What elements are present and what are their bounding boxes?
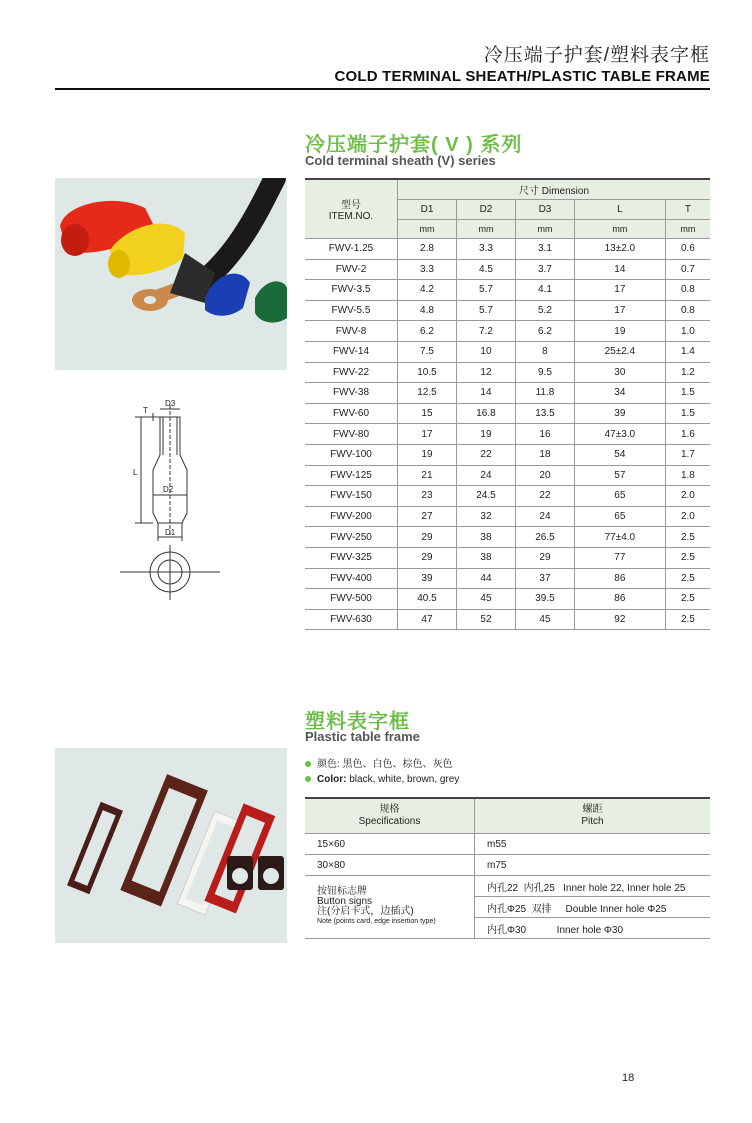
button-signs-note-cn: 注(分启卡式，边插式) [317,906,414,917]
spec-cell: 30×80 [305,855,475,876]
sheath-dimension-drawing [115,395,225,605]
value-cell: 4.1 [515,280,574,301]
section1-title-en: Cold terminal sheath (V) series [305,153,496,168]
value-cell: 47±3.0 [574,424,665,445]
value-cell: 39 [574,403,665,424]
value-cell: 1.7 [665,444,710,465]
value-cell: 2.5 [665,527,710,548]
value-cell: 86 [574,568,665,589]
value-cell: 77 [574,547,665,568]
value-cell: 12.5 [398,383,457,404]
page-number: 18 [622,1072,635,1084]
value-cell: 2.5 [665,568,710,589]
table-row [305,547,710,568]
dim-label-d1: D1 [165,528,176,537]
item-no-cell: FWV-8 [305,321,398,342]
dimension-header: 尺寸 Dimension [398,179,711,200]
dim-label-l: L [133,468,138,477]
item-no-cell: FWV-150 [305,486,398,507]
item-no-cell: FWV-5.5 [305,300,398,321]
bullet-icon [305,761,311,767]
header-rule [55,88,710,90]
item-no-cell: FWV-22 [305,362,398,383]
table-row [305,465,710,486]
button-signs-cn: 按钮标志牌 [317,886,367,897]
section2-title-cn: 塑料表字框 [305,711,410,733]
unit-header: mm [574,220,665,239]
value-cell: 27 [398,506,457,527]
table-row [305,855,710,876]
table-row [305,403,710,424]
value-cell: 4.8 [398,300,457,321]
value-cell: 2.5 [665,547,710,568]
dim-label-t: T [143,406,148,415]
sheath-spec-table-wrap [305,178,710,630]
value-cell: 29 [398,527,457,548]
unit-header: mm [456,220,515,239]
unit-header: mm [515,220,574,239]
sheath-drawing [115,395,225,605]
item-no-cell: FWV-3.5 [305,280,398,301]
value-cell: 22 [456,444,515,465]
value-cell: 18 [515,444,574,465]
item-no-cell: FWV-60 [305,403,398,424]
value-cell: 10 [456,341,515,362]
value-cell: 17 [574,280,665,301]
unit-header: mm [398,220,457,239]
item-no-cell: FWV-500 [305,589,398,610]
value-cell: 7.2 [456,321,515,342]
column-header: T [665,200,710,220]
section1-title-cn: 冷压端子护套( V ) 系列 [305,134,523,156]
table-row [305,444,710,465]
item-no-cell: FWV-2 [305,259,398,280]
value-cell: 40.5 [398,589,457,610]
value-cell: 30 [574,362,665,383]
value-cell: 29 [398,547,457,568]
item-no-cell: FWV-125 [305,465,398,486]
value-cell: 29 [515,547,574,568]
pitch-cell: 内孔22 内孔25 Inner hole 22, Inner hole 25 [475,876,711,897]
value-cell: 34 [574,383,665,404]
value-cell: 65 [574,486,665,507]
table-row [305,506,710,527]
value-cell: 2.0 [665,486,710,507]
item-no-cell: FWV-325 [305,547,398,568]
section2-title-en: Plastic table frame [305,729,420,744]
item-no-header [305,179,398,239]
value-cell: 21 [398,465,457,486]
value-cell: 4.5 [456,259,515,280]
dim-label-d2: D2 [163,485,174,494]
table-row [305,383,710,404]
value-cell: 5.2 [515,300,574,321]
table-row [305,280,710,301]
color-line-cn [305,757,459,772]
value-cell: 3.3 [456,239,515,260]
table-row [305,834,710,855]
value-cell: 39 [398,568,457,589]
value-cell: 8 [515,341,574,362]
table-row [305,486,710,507]
frame-spec-table [305,797,710,939]
value-cell: 2.5 [665,609,710,630]
value-cell: 19 [456,424,515,445]
value-cell: 11.8 [515,383,574,404]
value-cell: 17 [398,424,457,445]
value-cell: 65 [574,506,665,527]
value-cell: 0.8 [665,300,710,321]
value-cell: 26.5 [515,527,574,548]
dim-label-d3: D3 [165,399,176,408]
item-no-cell: FWV-100 [305,444,398,465]
unit-header: mm [665,220,710,239]
spec-cell: 15×60 [305,834,475,855]
value-cell: 1.5 [665,403,710,424]
value-cell: 5.7 [456,300,515,321]
frame-photo [55,748,287,943]
value-cell: 1.2 [665,362,710,383]
value-cell: 2.5 [665,589,710,610]
value-cell: 9.5 [515,362,574,383]
value-cell: 19 [398,444,457,465]
pitch-cell: 内孔Φ30 Inner hole Φ30 [475,918,711,939]
value-cell: 0.7 [665,259,710,280]
value-cell: 39.5 [515,589,574,610]
column-header: D3 [515,200,574,220]
item-no-cell: FWV-80 [305,424,398,445]
item-no-cell: FWV-400 [305,568,398,589]
table-row [305,609,710,630]
value-cell: 1.8 [665,465,710,486]
table-row [305,259,710,280]
value-cell: 4.2 [398,280,457,301]
pitch-cell: m75 [475,855,711,876]
bullet-icon [305,776,311,782]
value-cell: 14 [456,383,515,404]
value-cell: 3.7 [515,259,574,280]
value-cell: 16 [515,424,574,445]
item-no-header-en: ITEM.NO. [328,211,374,222]
pitch-header-en: Pitch [581,816,604,827]
value-cell: 16.8 [456,403,515,424]
value-cell: 3.3 [398,259,457,280]
value-cell: 5.7 [456,280,515,301]
color-values-cn: 黑色、白色、棕色、灰色 [342,759,453,770]
button-signs-note-en: Note (points card, edge insertion type) [317,918,436,925]
value-cell: 25±2.4 [574,341,665,362]
value-cell: 20 [515,465,574,486]
item-no-header-cn: 型号 [341,200,361,211]
value-cell: 77±4.0 [574,527,665,548]
value-cell: 24 [515,506,574,527]
frame-photo-illustration [55,748,287,943]
column-header: L [574,200,665,220]
item-no-cell: FWV-200 [305,506,398,527]
value-cell: 1.0 [665,321,710,342]
color-options [305,757,459,787]
value-cell: 1.6 [665,424,710,445]
value-cell: 92 [574,609,665,630]
value-cell: 24 [456,465,515,486]
pitch-header-cn: 螺距 [582,804,603,815]
table-row [305,362,710,383]
value-cell: 23 [398,486,457,507]
button-signs-cell [305,876,475,939]
table-row [305,424,710,445]
spec-header-cn: 规格 [379,804,400,815]
value-cell: 19 [574,321,665,342]
value-cell: 52 [456,609,515,630]
table-row [305,568,710,589]
value-cell: 45 [515,609,574,630]
item-no-cell: FWV-630 [305,609,398,630]
spec-header [305,798,475,834]
table-row [305,589,710,610]
value-cell: 0.8 [665,280,710,301]
sheath-photo-illustration [55,178,287,370]
value-cell: 1.4 [665,341,710,362]
item-no-cell: FWV-14 [305,341,398,362]
table-row [305,341,710,362]
value-cell: 17 [574,300,665,321]
value-cell: 37 [515,568,574,589]
sheath-photo [55,178,287,370]
sheath-spec-table [305,178,710,630]
value-cell: 86 [574,589,665,610]
color-line-en [305,772,459,787]
value-cell: 38 [456,547,515,568]
color-label-en: Color: [317,774,347,785]
column-header: D2 [456,200,515,220]
value-cell: 38 [456,527,515,548]
color-values-en: black, white, brown, grey [349,774,460,785]
table-row [305,527,710,548]
value-cell: 44 [456,568,515,589]
item-no-cell: FWV-38 [305,383,398,404]
table-row [305,239,710,260]
value-cell: 3.1 [515,239,574,260]
pitch-cell: 内孔Φ25 双排 Double Inner hole Φ25 [475,897,711,918]
value-cell: 0.6 [665,239,710,260]
color-label-cn: 颜色: [317,759,340,770]
column-header: D1 [398,200,457,220]
frame-spec-table-wrap [305,797,710,939]
value-cell: 14 [574,259,665,280]
value-cell: 2.8 [398,239,457,260]
value-cell: 12 [456,362,515,383]
value-cell: 7.5 [398,341,457,362]
table-row [305,300,710,321]
item-no-cell: FWV-1.25 [305,239,398,260]
value-cell: 54 [574,444,665,465]
value-cell: 6.2 [398,321,457,342]
value-cell: 57 [574,465,665,486]
value-cell: 1.5 [665,383,710,404]
table-row [305,321,710,342]
header-title-en: COLD TERMINAL SHEATH/PLASTIC TABLE FRAME [334,68,710,85]
pitch-cell: m55 [475,834,711,855]
value-cell: 45 [456,589,515,610]
value-cell: 15 [398,403,457,424]
value-cell: 6.2 [515,321,574,342]
value-cell: 13±2.0 [574,239,665,260]
value-cell: 47 [398,609,457,630]
button-signs-en: Button signs [317,896,373,907]
item-no-cell: FWV-250 [305,527,398,548]
value-cell: 22 [515,486,574,507]
value-cell: 2.0 [665,506,710,527]
value-cell: 32 [456,506,515,527]
pitch-header [475,798,711,834]
value-cell: 10.5 [398,362,457,383]
header-title-cn: 冷压端子护套/塑料表字框 [483,45,710,66]
spec-header-en: Specifications [358,816,421,827]
value-cell: 24.5 [456,486,515,507]
value-cell: 13.5 [515,403,574,424]
table-row [305,876,710,897]
